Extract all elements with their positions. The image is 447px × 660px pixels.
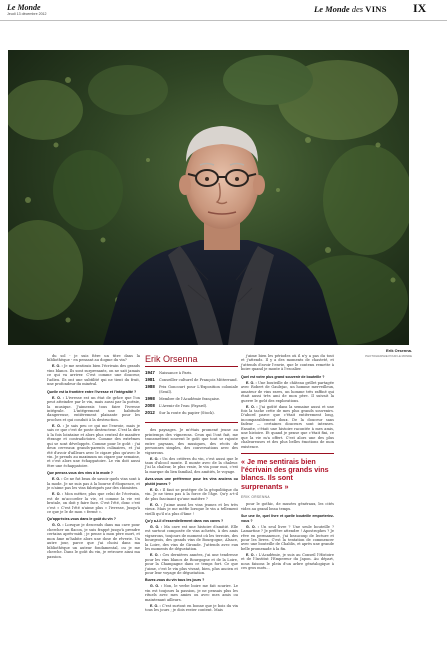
chronology-year: 2012 (145, 410, 155, 416)
article-paragraph (47, 492, 140, 514)
chronology-event: Conseiller culturel de François Mitterrand. (159, 378, 238, 383)
speaker-label: G. O. : (150, 524, 163, 529)
pull-quote-text: « Je me sentirais bien l'écrivain des grands vins blancs. Ils sont surprenants » (241, 457, 329, 491)
chronology-item (145, 378, 238, 383)
answer-text: Un des critères du vin, c'est aussi que le taux d'alcool monte. Il monte avec de la chaleur. J'ai la chaleur, le plus vraie, le vin pour moi, c'est la marque du lien familial, des amitiés, le voyage. (145, 456, 238, 474)
chronology-item (145, 397, 238, 402)
speaker-label: E. O. : (52, 492, 64, 497)
article-paragraph: du sol - je suis fière un titre dans la bibliothèque - en pensant au dogme du vin? (47, 354, 140, 363)
answer-text: Il faut se protéger de la géopolitique du vin. Je ne tiens pas à la force de l'âge. Qu'y a-t-il de plus fascinant qu'une matière ? (145, 487, 238, 501)
pull-quote-attribution: ERIK ORSENNA (241, 494, 270, 499)
article-paragraph (145, 584, 238, 602)
answer-text: Je me sentirais bien l'écrivain des grands vins blancs. Ils sont surprenants, on ne sait jamais ce qui va arriver. C'est comme une douceur, l'adieu. Ils ont une subtilité qui ne tient du fruit, une profondeur du minéral. (47, 364, 140, 387)
caption-name: Erik Orsenna. (385, 348, 412, 353)
chronology-event: Sur la route du papier (Stock). (159, 411, 215, 416)
interview-question: Que pensez-vous des vins à la mode ? (47, 471, 113, 476)
answer-text: Ma cave est une histoire d'amitié. Elle est surtout composée de vins achetés, à des amis vignerons, toujours de moment où les terroirs, des bourgeois, des grands vins de Bourgogne, Alsace, la Loire, des vins de Gironde. J'attends avec eux les moments de dégustation. (145, 524, 238, 552)
speaker-label: G. O. : (150, 584, 162, 589)
speaker-label: E. O. : (246, 380, 257, 385)
article-paragraph (47, 523, 140, 559)
article-paragraph (47, 364, 140, 386)
page-number: IX (413, 1, 427, 15)
speaker-label: E. O. : (52, 423, 64, 428)
article-paragraph (145, 488, 238, 501)
answer-text: Mon métier, plus que celui de l'écrivain, est de m'accorder la vie, et comme la vie est brutale, on doit y faire face. C'est l'été, donc c'est c'est « C'est l'été n'aime plus » l'ivresse, Jusqu'à ce que je le de mon « fermé ». (47, 492, 140, 514)
supplement-brand: Le Monde (314, 4, 350, 14)
masthead-logo: Le Monde (7, 3, 41, 12)
speaker-label: E. O. : (150, 487, 162, 492)
answer-text: Un seul livre ? Une seule bouteille ? Lamartine ? Je préfère attendre ! Apostrophes ? Je rêve en permanence, j'ai beaucoup de lecture et pour les livres. C'est la tentation de commencer avec une bouteille de Chablis, et après une grande belle promenade à la fin. (241, 524, 334, 551)
speaker-label: E. O. : (150, 502, 162, 507)
chronology-box (145, 371, 238, 423)
speaker-label: E. O. : (246, 404, 258, 409)
article-paragraph (47, 477, 140, 490)
answer-text: Ces dernières années, j'ai une tendresse pour les vins blancs de Bourgogne et de la Loire, pour la Champagne dans ce temps fort. Ce que j'aime, c'est le vin plus vivant, bien, plus ancien et pour leur voyage de dégustation. (145, 553, 238, 575)
article-paragraph (145, 604, 238, 613)
article-paragraph (145, 457, 238, 475)
article-paragraph (47, 424, 140, 469)
article-paragraph (145, 553, 238, 575)
answer-text: Lorsque je descends dans ma cave pour chercher un flacon, je suis frappé jusqu'à prendre certains après-midi ; je pense à mon père mort, et mon âme m'habite alors une dose de rêverie. Un autre jour, parce que j'ai choisi dans ma bibliothèque un auteur fondamental, ou je me cherche. Dans le goût du vin, je retrouve ainsi ma passion. (47, 523, 140, 559)
article-column-2 (145, 354, 238, 614)
article-paragraph: j'aime bien les périodes où il n'y a pas du tout et j'attends. Il y a des moments de chasteté, et j'attends d'avoir l'envie, que le contenu remette à boire quand je monte à l'escalier. (241, 354, 334, 372)
answer-text: Une bouteille de château grillet partagée avec Robert de Gaulejac, un homme merveilleux, amateur de vins rares, un homme très raffiné qui était aussi très ami de mon père. Il suivait la guerre le goût des explorations. (241, 380, 334, 403)
interview-question: Quelle est la frontière entre l'ivresse et l'intégralité ? (47, 389, 137, 394)
speaker-label: E. O. : (52, 477, 63, 482)
chronology-year: 1981 (145, 377, 155, 383)
pull-quote (241, 453, 334, 499)
answer-text: L'Académie, je suis au Conseil l'Histoire et de l'Institut l'Empereur du Japon. Au départ, nous faisons le plein d'un arbre généalogique à ces gros mots... (241, 552, 334, 571)
chronology-year: 1947 (145, 370, 155, 375)
photo-caption (362, 348, 412, 358)
chronology-event: Naissance à Paris. (159, 371, 193, 375)
chronology-event: Membre de l'Académie française. (159, 396, 221, 401)
interview-question: Sur une île, quel livre et quelle bouteille emporteriez-vous ? (241, 514, 334, 523)
interview-question: Avez-vous une préférence pour les vins anciens ou plutôt jeunes ? (145, 477, 238, 486)
supplement-title (314, 4, 387, 14)
portrait-photo (8, 50, 409, 345)
chronology-year: 2008 (145, 402, 155, 408)
article-paragraph (241, 405, 334, 450)
column-2-text (145, 428, 238, 612)
portrait-illustration (8, 50, 409, 345)
answer-text: J'aime aussi les vins jeunes et les très vieux. Mais je me méfie lorsque le vin a tellement vieilli qu'il n'a plus d'âme ! (145, 502, 238, 516)
article-paragraph (241, 525, 334, 552)
speaker-label: E. O. : (150, 456, 161, 461)
caption-credit: PHOTOGRAPHIE POUR LE MONDE (365, 354, 412, 358)
header-rule (0, 20, 447, 21)
chronology-item (145, 371, 238, 376)
article-column-1 (47, 354, 140, 561)
subject-name-heading: Erik Orsenna (145, 354, 238, 367)
speaker-label: E. O. : (52, 395, 64, 400)
interview-question: Qu'y a-t-il d'essentiellement dans vos caves ? (145, 519, 224, 523)
page-header (0, 0, 447, 26)
chronology-event: Prix Goncourt pour L'Exposition coloniale (Seuil). (159, 385, 238, 394)
speaker-label: E. O. : (52, 364, 63, 369)
answer-text: C'est surtout en bonne que je bois du vin tous les jours ; je dois rester content. Mais (145, 603, 239, 613)
speaker-label: E. O. : (246, 552, 258, 557)
chronology-item (145, 411, 238, 416)
article-paragraph (47, 396, 140, 423)
chronology-year: 1988 (145, 384, 155, 390)
speaker-label: E. O. : (150, 603, 161, 608)
publication-date: Jeudi 13 décembre 2012 (7, 12, 47, 16)
speaker-label: G. O. : (52, 523, 64, 528)
article-column-3 (241, 354, 334, 572)
article-paragraph: des paysages. Je m'étais promené jeune au printemps des vignerons. Ceux qui l'ont fait, me transmettent souvent le goût que tout se rajoute entre paysans, des musiques, des récits de personnes simples, des conversations avec des vignerons. (145, 428, 238, 455)
article-paragraph (241, 381, 334, 403)
speaker-label: E. O. : (150, 553, 162, 558)
chronology-item (145, 385, 238, 394)
answer-text: L'ivresse est un état de grâce que l'on peut atteindre par le vin, mais aussi par la poésie, la musique. J'aimerais tous faire l'ivresse intégrale. L'intégrement une habitude dangereuse, entièrement plaisante pour les proches et qui conduit à la destruction. (47, 395, 140, 422)
interview-question: Quel est votre plus grand souvenir de bouteille ? (241, 374, 325, 379)
interview-question: Qu'appréciez-vous dans le goût du vin ? (47, 517, 116, 522)
article-paragraph (145, 525, 238, 552)
chronology-event: L'Avenir de l'eau (Fayard). (159, 403, 208, 408)
answer-text: Ce ne fut beau de savoir quels vins sont à la mode. Je ne suis pas à la bourse d'éloquence, et je n'aime pas les vins fabriqués par des chimistes. (47, 477, 141, 491)
interview-question: Buvez-vous du vin tous les jours ? (145, 578, 205, 583)
article-paragraph (241, 553, 334, 571)
article-paragraph: pour le gothic, de musées généraux, les cités vides au grand beau temps. (241, 502, 334, 511)
supplement-vins: VINS (365, 4, 387, 14)
answer-text: Je sais peu ce qui me l'envoie, mais je sais ce que c'est de poste destructeur. C'est la dire à la fois lointaine et alors plus central de manière étrange et contradictoire. Comme des extrêmes qui se sont développés. Comme pour le goût : j'ai deux cerveaux grands-parents culinaires, et j'ai été d'avoir d'ailleurs avec le cigare plus qu'avec le vin. Je prends au maximum un cigare par semaine, et c'est alors une échappatoire. Le vin doit aussi être une échappatoire. (47, 423, 141, 468)
answer-text: Non, le verbe boire me fait sourire. Le vin est toujours la passion, je ne pensais plus les rituels avec mes amies ou avec mes amis ou maintenant ailleurs. (145, 584, 239, 602)
chronology-year: 1998 (145, 395, 155, 401)
speaker-label: G. O. : (246, 524, 259, 529)
answer-text: J'ai goûté dans la semaine aussi et une fois la tache cette de mes plus grands souvenirs. D'abord parce que c'était entièrement long, incomparablement doux. De la douceur sans fadeur — certaines douceurs sont intenses. Ensuite, c'était une histoire racontée à mes amis, une histoire. Et quand je pense que c'était fini, ce que la vie m'a offert. C'est alors une des plus chaleureuses et des plus belles émotions de mon existence. (241, 404, 334, 449)
chronology-item (145, 404, 238, 409)
article-paragraph (145, 503, 238, 516)
supplement-des: des (351, 4, 364, 14)
